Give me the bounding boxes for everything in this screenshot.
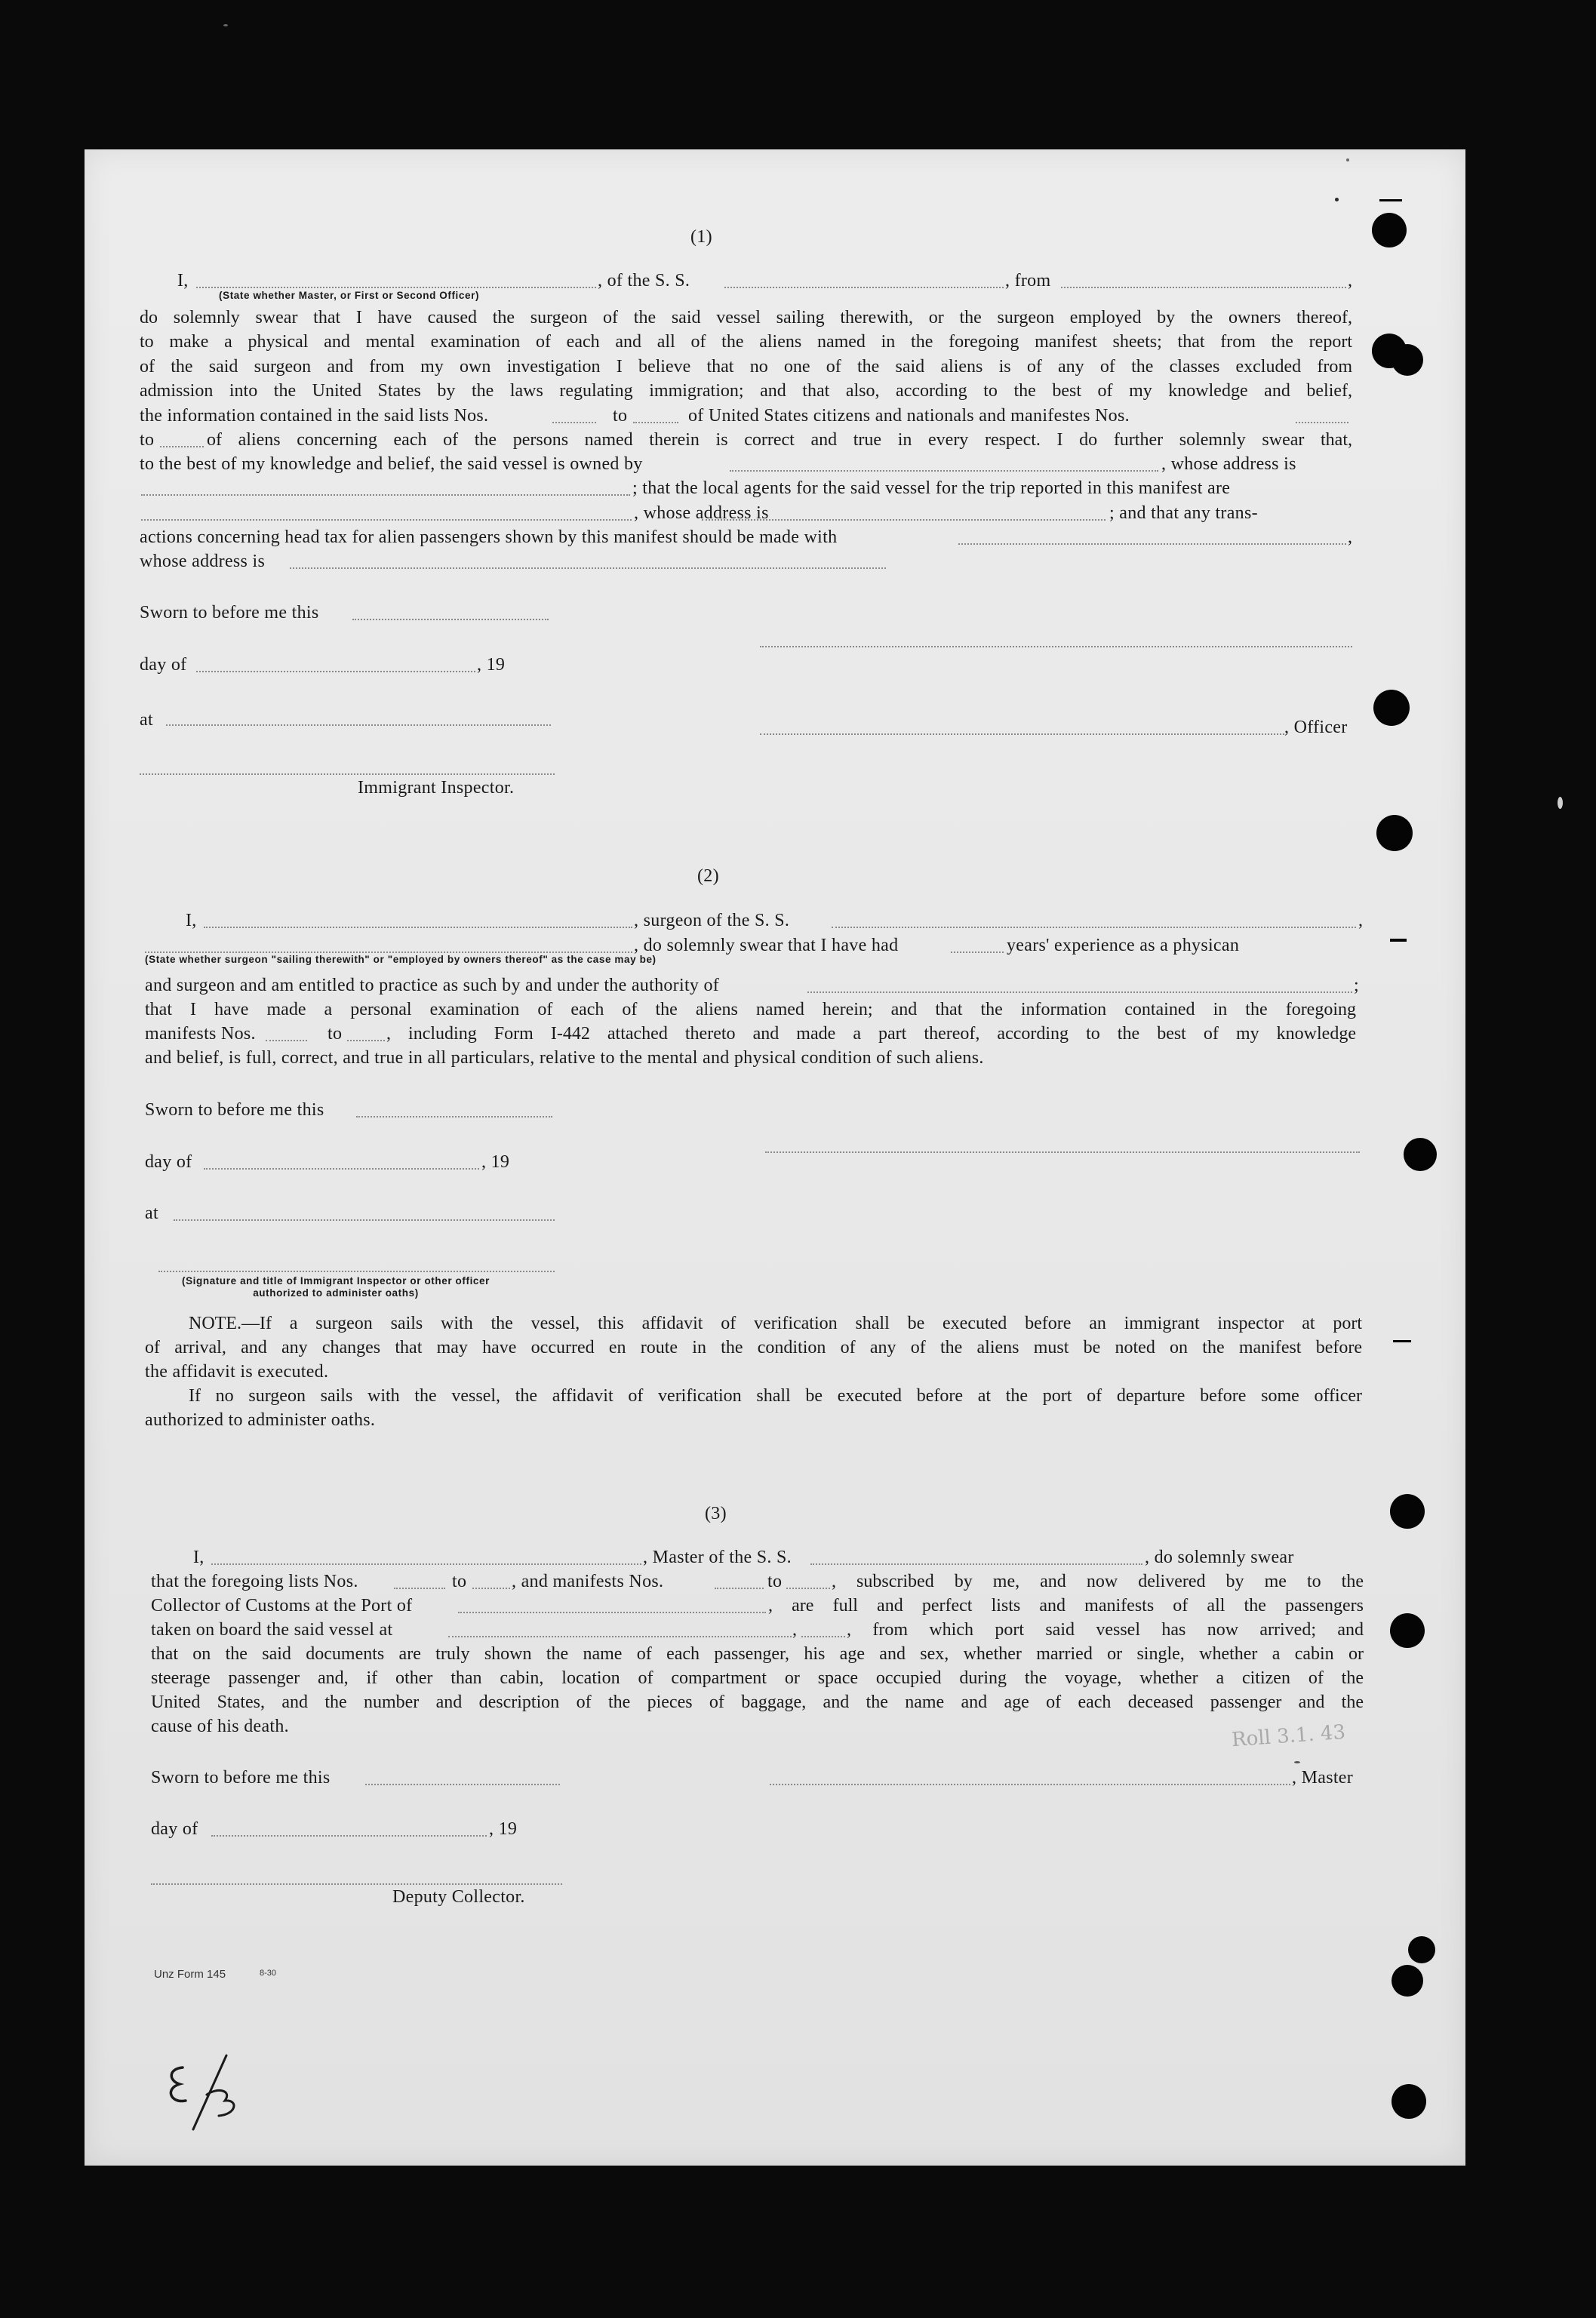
s3-day-of-label: day of	[151, 1819, 198, 1839]
s1-body-line-1: do solemnly swear that I have caused the surgeon of the said vessel sailing therewith, or the surgeon employed by the owners thereof,	[140, 308, 1352, 327]
s3-line1-c: , do solemnly swear	[1145, 1548, 1294, 1567]
s1-officer-name-blank[interactable]	[760, 733, 1284, 735]
s1-line11-b: ,	[1348, 527, 1353, 547]
form-id: Unz Form 145	[154, 1968, 226, 1981]
s1-day-of-label: day of	[140, 655, 187, 675]
s1-owner-address-blank[interactable]	[141, 494, 630, 496]
s3-line4-a: taken on board the said vessel at	[151, 1620, 393, 1640]
s1-line7-a: to	[140, 430, 155, 450]
s1-line1-from: , from	[1005, 271, 1051, 291]
binder-hole-2b	[1392, 344, 1423, 376]
s2-note-line-2: of arrival, and any changes that may have occurred en route in the condition of any of the aliens must be noted on the manifest before	[145, 1338, 1362, 1357]
form-date: 8-30	[260, 1969, 277, 1978]
s3-list-to-blank[interactable]	[472, 1588, 510, 1589]
s2-line5-a: manifests Nos.	[145, 1024, 256, 1044]
s3-line2-e: , subscribed by me, and now delivered by me to the	[832, 1572, 1364, 1591]
s2-sworn-blank[interactable]	[356, 1116, 552, 1117]
binder-hole-9	[1392, 1965, 1423, 1997]
s2-day-blank[interactable]	[204, 1168, 479, 1170]
s1-list-to-blank[interactable]	[633, 422, 678, 423]
s1-body-line-3: of the said surgeon and from my own investigation I believe that no one of the said aliens is of any of the classes excluded from	[140, 357, 1352, 377]
s1-line12: whose address is	[140, 552, 266, 571]
s1-line9: ; that the local agents for the said vessel for the trip reported in this manifest are	[632, 478, 1231, 498]
edge-speck-3	[1346, 158, 1349, 161]
s2-line2-a: , do solemnly swear that I have had	[634, 936, 899, 955]
s1-line1-end: ,	[1348, 271, 1353, 291]
s3-master-name-blank[interactable]	[211, 1563, 641, 1565]
s2-line3-b: ;	[1354, 976, 1359, 995]
s1-vessel-blank[interactable]	[724, 287, 1004, 288]
s1-manifest-to-blank[interactable]	[160, 446, 204, 447]
s2-line1-a: I,	[186, 911, 197, 930]
s1-line8-b: , whose address is	[1161, 454, 1296, 474]
s2-years-blank[interactable]	[951, 951, 1004, 953]
s3-master-label: , Master	[1292, 1768, 1354, 1788]
s2-line5-b: to	[328, 1024, 343, 1044]
binder-hole-7	[1390, 1613, 1425, 1648]
s1-headtax-blank[interactable]	[958, 543, 1346, 545]
s3-line2-c: , and manifests Nos.	[512, 1572, 664, 1591]
s1-sworn-blank[interactable]	[352, 619, 549, 620]
s1-at-blank[interactable]	[166, 724, 551, 726]
s2-surgeon-signature-line[interactable]	[765, 1151, 1360, 1153]
s1-line1-mid: , of the S. S.	[598, 271, 690, 291]
s3-body-line-6: steerage passenger and, if other than cabin, location of compartment or space occupied during the voyage, whether a citizen of the	[151, 1668, 1364, 1688]
s3-line1-b: , Master of the S. S.	[643, 1548, 792, 1567]
s1-officer-signature-line[interactable]	[760, 646, 1352, 647]
s2-surgeon-type-caption: (State whether surgeon "sailing therewith" or "employed by owners thereof" as the case may be)	[145, 954, 657, 965]
section3-heading: (3)	[705, 1504, 727, 1523]
s3-port-blank[interactable]	[458, 1612, 766, 1613]
s3-sworn-label: Sworn to before me this	[151, 1768, 331, 1788]
s1-line1-start: I,	[177, 271, 189, 291]
s3-line2-b: to	[452, 1572, 467, 1591]
s2-day-of-label: day of	[145, 1152, 192, 1172]
s3-manifest-from-blank[interactable]	[715, 1588, 764, 1589]
s3-deputy-label: Deputy Collector.	[392, 1887, 525, 1907]
s3-body-line-5: that on the said documents are truly shown the name of each passenger, his age and sex, whether married or single, whether a cabin or	[151, 1644, 1364, 1664]
s1-line6-b: to	[613, 406, 628, 426]
section2-heading: (2)	[697, 866, 719, 886]
s2-note-line-3: the affidavit is executed.	[145, 1362, 329, 1382]
s2-at-label: at	[145, 1204, 158, 1223]
edge-mark-1	[1390, 939, 1407, 942]
s1-line7-b: of aliens concerning each of the persons named therein is correct and true in every respect. I do further solemnly swear that,	[207, 430, 1352, 450]
s3-line3-b: , are full and perfect lists and manifests of all the passengers	[768, 1596, 1364, 1616]
s1-day-blank[interactable]	[196, 671, 475, 672]
s1-agents-address-blank[interactable]	[702, 519, 1106, 521]
s1-rank-caption: (State whether Master, or First or Second Officer)	[219, 290, 480, 301]
s3-manifest-to-blank[interactable]	[786, 1588, 830, 1589]
s1-inspector-signature-line[interactable]	[140, 773, 555, 775]
section1-heading: (1)	[690, 227, 712, 247]
s3-sworn-blank[interactable]	[365, 1784, 560, 1785]
s1-from-blank[interactable]	[1061, 287, 1346, 288]
s1-line6-a: the information contained in the said lists Nos.	[140, 406, 489, 426]
s1-body-line-4: admission into the United States by the laws regulating immigration; and that also, according to the best of my knowledge and belief,	[140, 381, 1352, 401]
s3-master-signature-blank[interactable]	[770, 1784, 1290, 1785]
s2-line2-b: years' experience as a physican	[1007, 936, 1240, 955]
s2-sworn-label: Sworn to before me this	[145, 1100, 324, 1120]
s2-at-blank[interactable]	[174, 1219, 555, 1221]
s1-inspector-label: Immigrant Inspector.	[358, 778, 515, 798]
s2-manifest-from-blank[interactable]	[266, 1040, 307, 1041]
s2-line1-b: , surgeon of the S. S.	[634, 911, 790, 930]
s2-authority-blank[interactable]	[807, 991, 1352, 993]
s1-line11-a: actions concerning head tax for alien passengers shown by this manifest should be made with	[140, 527, 838, 547]
s1-line10-a: , whose address is	[634, 503, 769, 523]
s3-line4-c: , from which port said vessel has now arrived; and	[847, 1620, 1364, 1640]
s3-list-from-blank[interactable]	[394, 1588, 445, 1589]
s2-note2-line-2: authorized to administer oaths.	[145, 1410, 376, 1430]
s1-agents-blank[interactable]	[141, 519, 632, 521]
s2-vessel-blank[interactable]	[832, 927, 1356, 928]
edge-speck-1	[1335, 198, 1339, 201]
s2-year-label: , 19	[481, 1152, 510, 1172]
s1-rank-blank[interactable]	[196, 287, 596, 288]
s1-list-from-blank[interactable]	[552, 422, 596, 423]
s3-day-blank[interactable]	[211, 1835, 487, 1837]
s2-note-line-1: NOTE.—If a surgeon sails with the vessel, this affidavit of verification shall be executed before an immigrant inspector at port	[189, 1314, 1362, 1333]
s2-note2-line-1: If no surgeon sails with the vessel, the affidavit of verification shall be executed before at the port of departure before some officer	[189, 1386, 1362, 1406]
edge-mark-3	[1379, 199, 1402, 201]
s2-line1-c: ,	[1358, 911, 1364, 930]
s1-line8-a: to the best of my knowledge and belief, the said vessel is owned by	[140, 454, 643, 474]
edge-speck-2	[1558, 797, 1563, 809]
binder-hole-3	[1373, 690, 1410, 726]
binder-hole-10	[1392, 2084, 1426, 2119]
s1-body-line-2: to make a physical and mental examination of each and all of the aliens named in the foregoing manifest sheets; that from the report	[140, 332, 1352, 352]
s2-inspector-signature-line[interactable]	[158, 1271, 555, 1272]
s3-year-label: , 19	[489, 1819, 518, 1839]
s2-line4: that I have made a personal examination of each of the aliens named herein; and that the information contained in the foregoing	[145, 1000, 1356, 1019]
s3-embark-country-blank[interactable]	[801, 1636, 845, 1637]
s3-body-line-8: cause of his death.	[151, 1717, 289, 1736]
handwritten-mark	[160, 2051, 258, 2134]
s3-line4-b: ,	[792, 1620, 798, 1640]
s1-headtax-address-blank[interactable]	[290, 567, 886, 569]
s3-line2-a: that the foregoing lists Nos.	[151, 1572, 358, 1591]
s1-line10-b: ; and that any trans-	[1109, 503, 1258, 523]
s2-surgeon-name-blank[interactable]	[204, 927, 632, 928]
form-page	[85, 149, 1465, 2166]
s1-owner-blank[interactable]	[730, 470, 1158, 472]
binder-hole-1	[1372, 213, 1407, 247]
s2-line5-c: , including Form I-442 attached thereto and made a part thereof, according to the best of my knowledge	[386, 1024, 1356, 1044]
form-content	[85, 149, 1465, 2166]
s1-sworn-label: Sworn to before me this	[140, 603, 319, 623]
edge-mark-2	[1393, 1340, 1411, 1342]
s2-surgeon-type-blank[interactable]	[145, 951, 632, 953]
s2-line3-a: and surgeon and am entitled to practice as such by and under the authority of	[145, 976, 720, 995]
s3-body-line-7: United States, and the number and description of the pieces of baggage, and the name and age of each deceased passenger and the	[151, 1692, 1364, 1712]
binder-hole-4	[1376, 815, 1413, 851]
s3-line1-a: I,	[193, 1548, 204, 1567]
s1-line6-c: of United States citizens and nationals and manifestes Nos.	[688, 406, 1130, 426]
s3-line2-d: to	[767, 1572, 783, 1591]
binder-hole-8	[1408, 1936, 1435, 1963]
s2-signature-caption: (Signature and title of Immigrant Inspector or other officer authorized to administer oaths)	[181, 1275, 490, 1299]
binder-hole-6	[1390, 1494, 1425, 1529]
s3-line3-a: Collector of Customs at the Port of	[151, 1596, 413, 1616]
faint-stamp: Roll 3.1. 43	[1231, 1720, 1346, 1752]
s1-at-label: at	[140, 710, 153, 730]
s3-embark-blank[interactable]	[448, 1636, 792, 1637]
s1-manifest-from-blank[interactable]	[1296, 422, 1348, 423]
s3-vessel-blank[interactable]	[810, 1563, 1142, 1565]
s1-year-label: , 19	[477, 655, 506, 675]
s1-officer-label: , Officer	[1284, 718, 1348, 737]
edge-speck-4	[223, 24, 228, 26]
s2-manifest-to-blank[interactable]	[347, 1040, 385, 1041]
edge-speck-5	[1294, 1761, 1300, 1763]
s2-line6: and belief, is full, correct, and true in all particulars, relative to the mental and physical condition of such aliens.	[145, 1048, 984, 1068]
binder-hole-5	[1404, 1138, 1437, 1171]
